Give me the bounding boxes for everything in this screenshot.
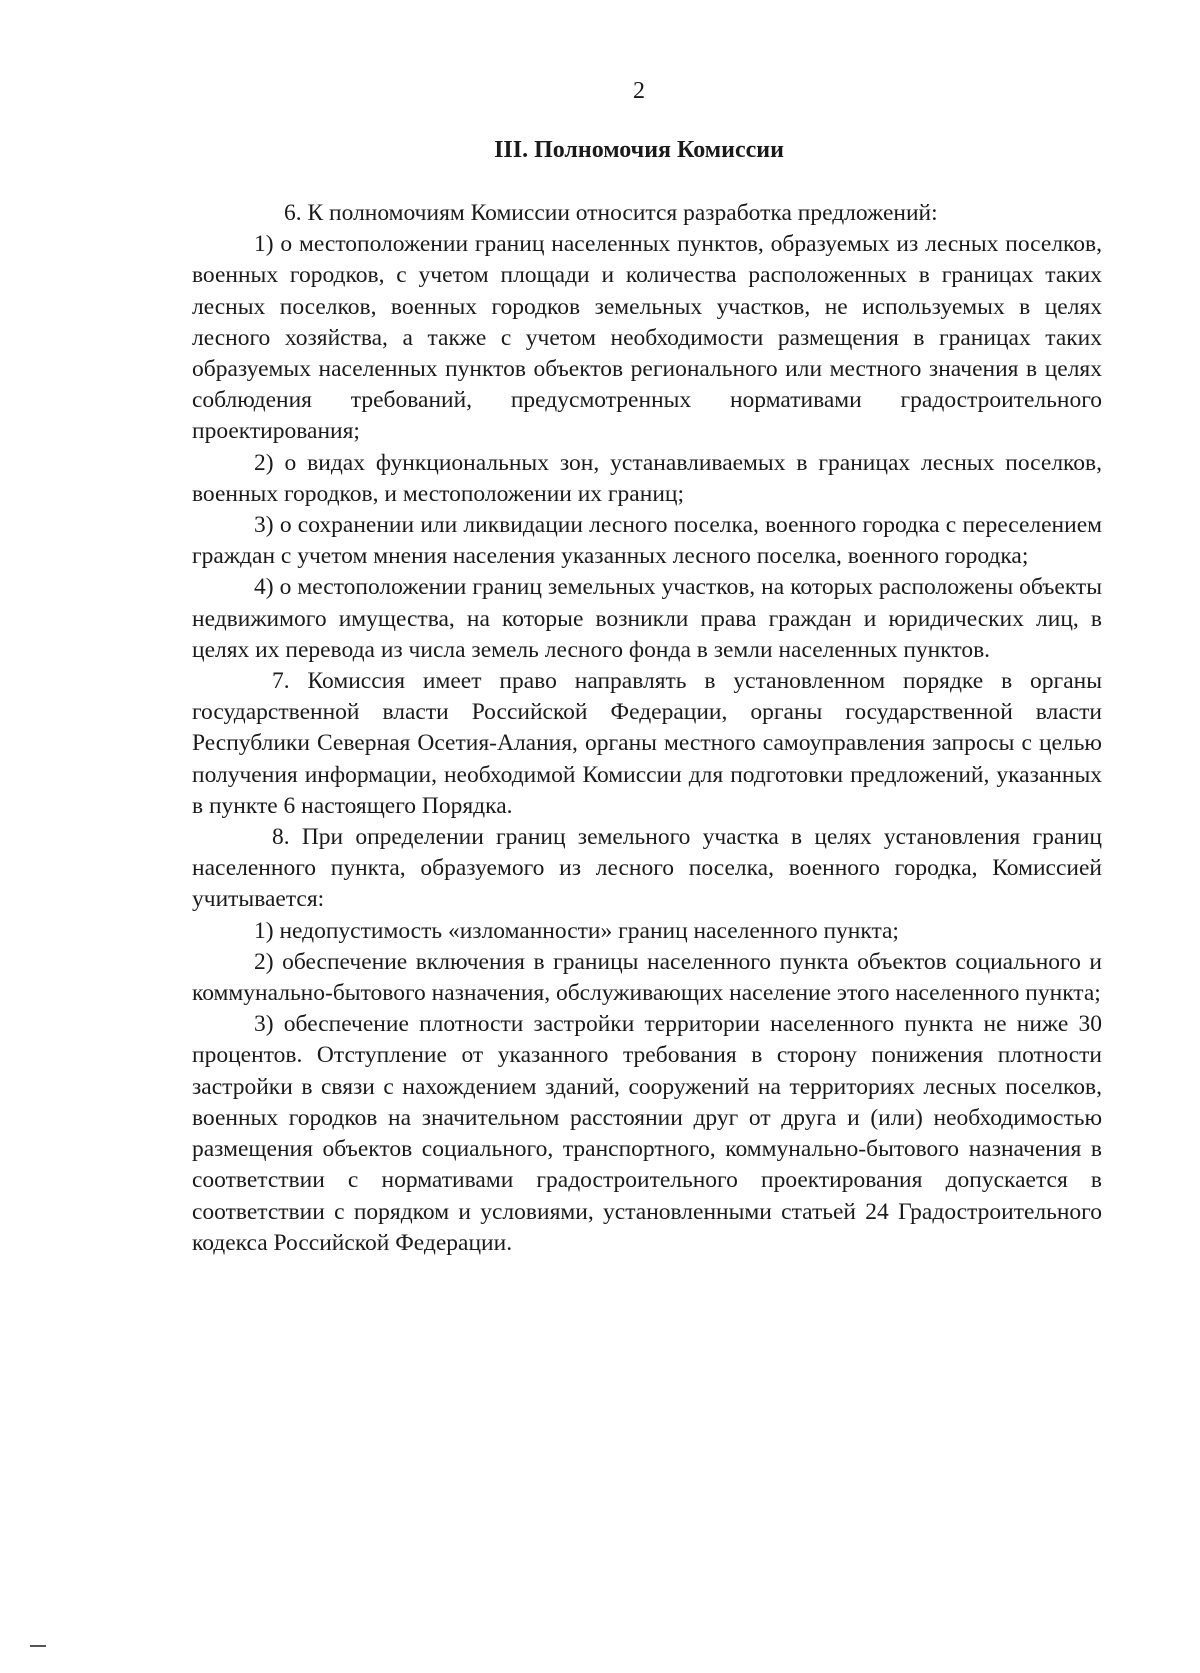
paragraph-6-item-1: 1) о местоположении границ населенных пунктов, образуемых из лесных поселков, военных городков, с учетом площади и количества расположенных в границах таких лесных поселков, военных городков земельных участков, не используемых в целях лесного хозяйства, а также с учетом необходимости размещения в границах таких образуемых населенных пунктов объектов регионального или местного значения в целях соблюдения требований, предусмотренных нормативами градостроительного проектирования; [192, 231, 1102, 445]
document-body [192, 198, 1102, 1259]
paragraph-8-item-1: 1) недопустимость «изломанности» границ населенного пункта; [254, 917, 899, 944]
paragraph-6: 6. К полномочиям Комиссии относится разработка предложений: [284, 200, 938, 226]
paragraph-8: 8. При определении границ земельного участка в целях установления границ населенного пункта, образуемого из лесного поселка, военного городка, Комиссией учитывается: [192, 824, 1102, 913]
paragraph-7: 7. Комиссия имеет право направлять в установленном порядке в органы государственной власти Российской Федерации, органы государственной власти Республики Северная Осетия-Алания, органы местного самоуправления запросы с целью получения информации, необходимой Комиссии для подготовки предложений, указанных в пункте 6 настоящего Порядка. [192, 668, 1102, 819]
paragraph-8-item-3: 3) обеспечение плотности застройки территории населенного пункта не ниже 30 процентов. Отступление от указанного требования в сторону понижения плотности застройки в связи с нахождением зданий, сооружений на территориях лесных поселков, военных городков на значительном расстоянии друг от друга и (или) необходимостью размещения объектов социального, транспортного, коммунально-бытового назначения в соответствии с нормативами градостроительного проектирования допускается в соответствии с порядком и условиями, установленными статьей 24 Градостроительного кодекса Российской Федерации. [192, 1011, 1102, 1256]
scan-edge-mark [30, 1645, 46, 1647]
paragraph-6-item-2: 2) о видах функциональных зон, устанавливаемых в границах лесных поселков, военных городков, и местоположении их границ; [192, 449, 1102, 507]
paragraph-6-item-4: 4) о местоположении границ земельных участков, на которых расположены объекты недвижимого имущества, на которые возникли права граждан и юридических лиц, в целях их перевода из числа земель лесного фонда в земли населенных пунктов. [192, 574, 1102, 663]
section-title: III. Полномочия Комиссии [494, 137, 784, 163]
paragraph-6-item-3: 3) о сохранении или ликвидации лесного поселка, военного городка с переселением граждан с учетом мнения населения указанных лесного поселка, военного городка; [192, 512, 1102, 570]
paragraph-8-item-2: 2) обеспечение включения в границы населенного пункта объектов социального и коммунально-бытового назначения, обслуживающих население этого населенного пункта; [192, 948, 1102, 1007]
page-number: 2 [633, 78, 645, 104]
